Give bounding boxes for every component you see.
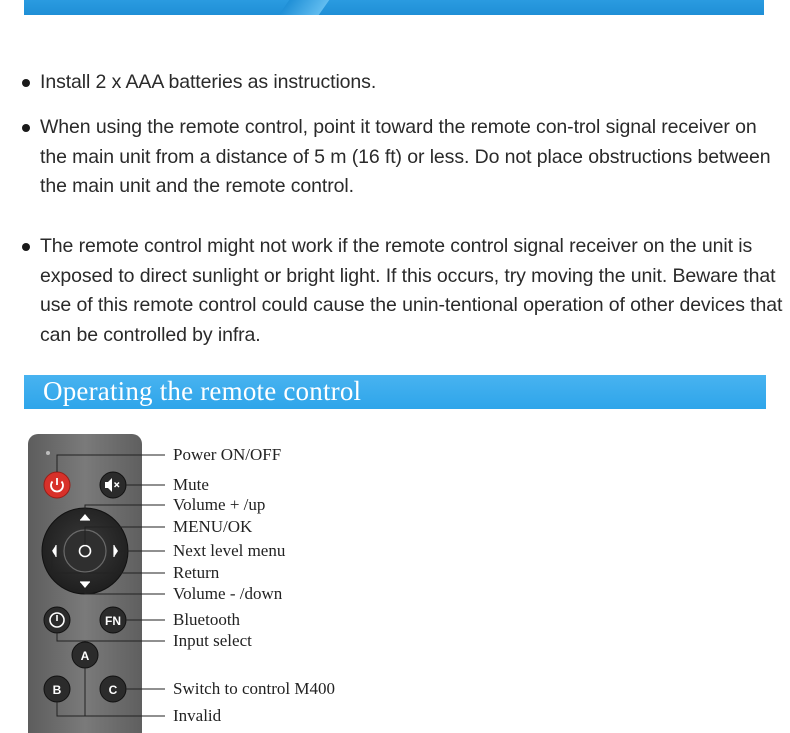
label-bluetooth: Bluetooth xyxy=(173,610,241,629)
bullet-item xyxy=(22,68,787,98)
label-next-level: Next level menu xyxy=(173,541,286,560)
section-header xyxy=(24,375,766,409)
bullet-dot xyxy=(22,124,30,132)
label-return: Return xyxy=(173,563,220,582)
section-title: Operating the remote control xyxy=(43,376,362,406)
label-power: Power ON/OFF xyxy=(173,445,282,464)
label-mute: Mute xyxy=(173,475,209,494)
bullet-dot xyxy=(22,243,30,251)
bullet-text: The remote control might not work if the remote control signal receiver on the unit is exposed to direct sunlight or bright light. If this occurs, try moving the unit. Beware that use of this remote control could cause the unin-tentional operation of other devices that can be controlled by infra. xyxy=(40,235,783,346)
c-button[interactable] xyxy=(100,676,126,702)
bluetooth-button[interactable] xyxy=(44,607,70,633)
bullet-dot xyxy=(22,79,30,87)
bullet-item xyxy=(22,232,787,350)
bullet-text: Install 2 x AAA batteries as instructions. xyxy=(40,71,377,93)
b-label: B xyxy=(52,683,62,697)
bullet-item xyxy=(22,113,787,202)
label-input-select: Input select xyxy=(173,631,252,650)
navigation-pad[interactable] xyxy=(42,508,128,594)
banner-fold xyxy=(279,0,330,15)
label-invalid: Invalid xyxy=(173,706,222,725)
a-label: A xyxy=(80,649,90,663)
c-label: C xyxy=(108,683,118,697)
ir-led-indicator xyxy=(46,451,50,455)
a-button[interactable] xyxy=(72,642,98,668)
fn-button[interactable] xyxy=(100,607,126,633)
fn-label: FN xyxy=(105,614,121,628)
label-volume-up: Volume + /up xyxy=(173,495,266,514)
mute-button[interactable] xyxy=(100,472,126,498)
label-switch-m400: Switch to control M400 xyxy=(173,679,335,698)
label-menu-ok: MENU/OK xyxy=(173,517,253,536)
b-button[interactable] xyxy=(44,676,70,702)
power-button[interactable] xyxy=(44,472,70,498)
label-volume-down: Volume - /down xyxy=(173,584,283,603)
bullet-text: When using the remote control, point it toward the remote con-trol signal receiver on the main unit from a distance of 5 m (16 ft) or less. Do not place obstructions between the main unit and the remote control. xyxy=(40,116,771,198)
top-section-banner xyxy=(24,0,764,15)
